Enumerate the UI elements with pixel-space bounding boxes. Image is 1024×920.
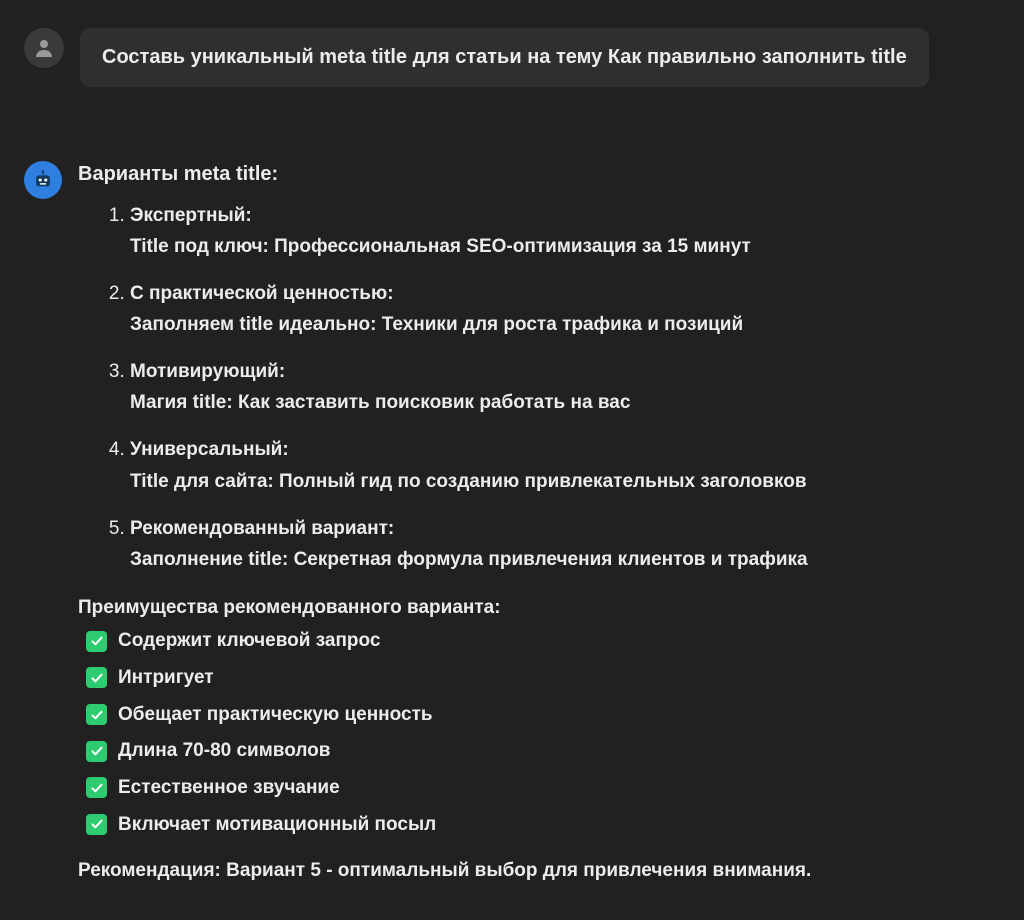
answer-title: Варианты meta title: <box>78 163 279 185</box>
list-item <box>86 812 1000 838</box>
list-item <box>130 516 1000 572</box>
list-item <box>86 738 1000 764</box>
user-message-text: Составь уникальный meta title для статьи на тему Как правильно заполнить title <box>80 28 929 87</box>
advantage-text: Интригует <box>118 667 214 689</box>
user-message-row <box>24 28 1000 87</box>
check-icon <box>86 631 107 652</box>
list-item <box>130 281 1000 337</box>
advantages-list <box>78 628 1000 837</box>
user-avatar-icon <box>24 28 64 68</box>
advantage-text: Включает мотивационный посыл <box>118 813 437 835</box>
list-item <box>86 702 1000 728</box>
advantage-text: Обещает практическую ценность <box>118 703 433 725</box>
variant-label: 5. Рекомендованный вариант: <box>130 517 395 539</box>
variant-text: Title под ключ: Профессиональная SEO-оптимизация за 15 минут <box>130 236 751 258</box>
variant-label: 2. С практической ценностью: <box>130 283 394 305</box>
advantage-text: Длина 70-80 символов <box>118 740 331 762</box>
list-item <box>86 665 1000 691</box>
variant-text: Заполняем title идеально: Техники для роста трафика и позиций <box>130 314 744 336</box>
list-item <box>130 359 1000 415</box>
variant-label: 4. Универсальный: <box>130 439 289 461</box>
check-icon <box>86 777 107 798</box>
check-icon <box>86 741 107 762</box>
variant-text: Заполнение title: Секретная формула привлечения клиентов и трафика <box>130 548 808 570</box>
advantages-title: Преимущества рекомендованного варианта: <box>78 596 501 618</box>
list-item <box>86 628 1000 654</box>
variant-text: Title для сайта: Полный гид по созданию привлекательных заголовков <box>130 470 807 492</box>
recommendation-text: Рекомендация: Вариант 5 - оптимальный выбор для привлечения внимания. <box>78 860 812 882</box>
check-icon <box>86 814 107 835</box>
variant-text: Магия title: Как заставить поисковик работать на вас <box>130 392 631 414</box>
list-item <box>130 203 1000 259</box>
assistant-message-body <box>78 159 1000 884</box>
robot-avatar-icon <box>24 161 62 199</box>
assistant-message-row <box>24 159 1000 884</box>
variant-label: 1. Экспертный: <box>130 205 252 226</box>
advantage-text: Содержит ключевой запрос <box>118 630 381 652</box>
variant-label: 3. Мотивирующий: <box>130 361 286 383</box>
check-icon <box>86 704 107 725</box>
variants-list <box>78 203 1000 572</box>
check-icon <box>86 667 107 688</box>
list-item <box>130 437 1000 493</box>
advantage-text: Естественное звучание <box>118 777 340 799</box>
list-item <box>86 775 1000 801</box>
